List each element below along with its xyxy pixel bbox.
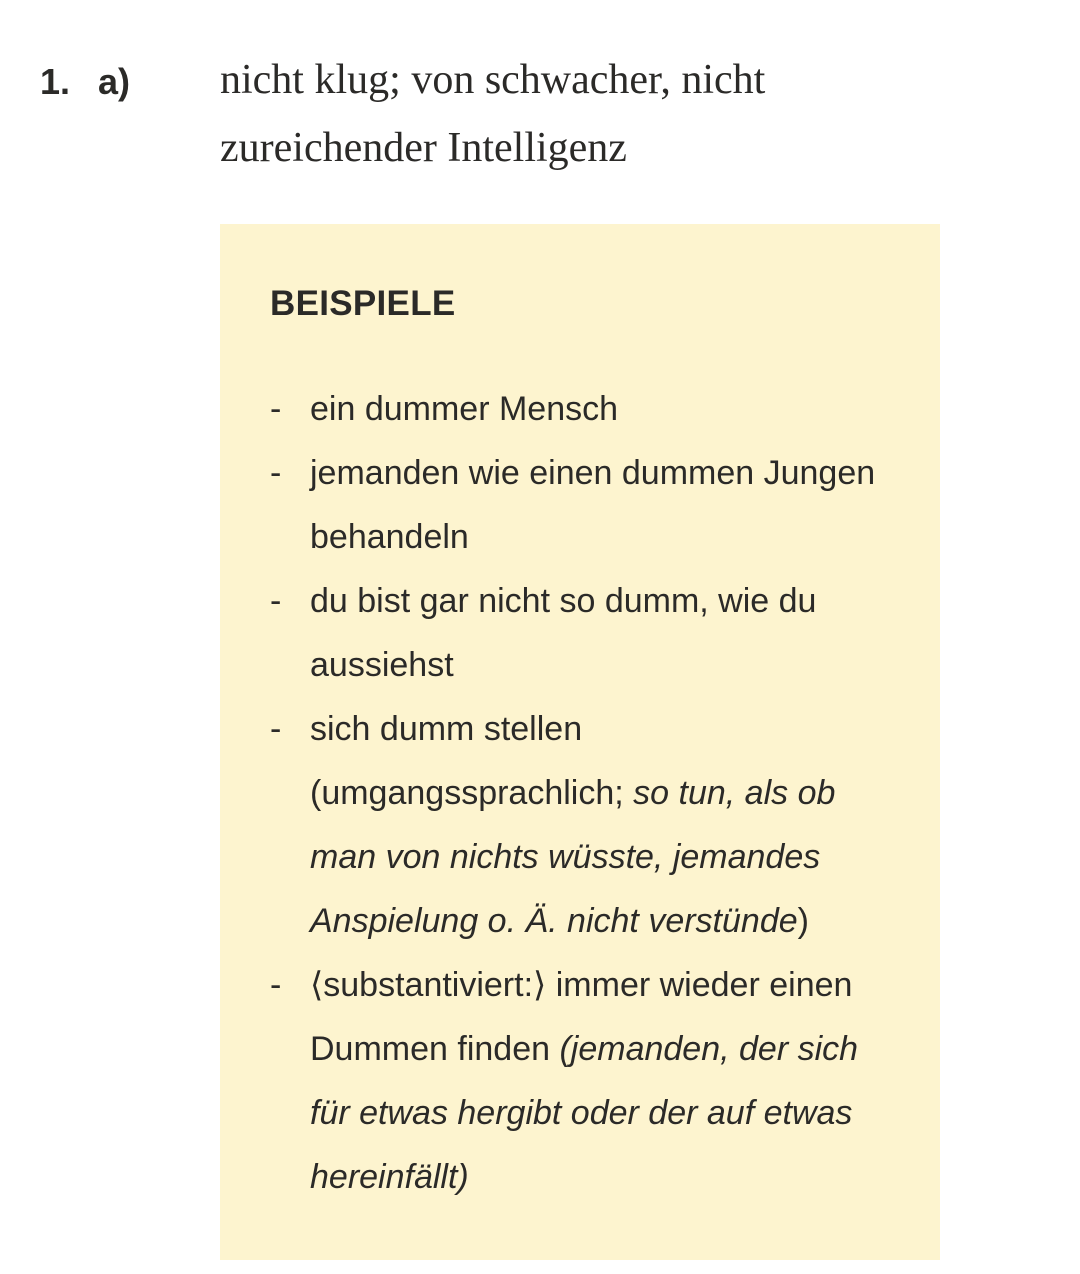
example-text: immer wieder einen Dummen finden <box>310 966 853 1068</box>
usage-note-italic: so tun, als ob man von nichts wüsste, jemandes Anspielung o. Ä. nicht verstünde <box>310 774 836 940</box>
sense-number: 1. <box>40 61 71 102</box>
bullet-dash: - <box>270 582 282 620</box>
usage-note-open: (umgangssprachlich; <box>310 774 634 812</box>
sense-letter: a) <box>98 61 131 102</box>
grammar-prefix: ⟨substantiviert:⟩ <box>310 966 547 1004</box>
example-gloss: (jemanden, der sich für etwas hergibt oder der auf etwas hereinfällt) <box>310 1030 859 1196</box>
example-text: jemanden wie einen dummen Jungen behandeln <box>310 454 876 556</box>
example-item <box>270 441 900 569</box>
usage-note-close: ) <box>797 902 809 940</box>
bullet-dash: - <box>270 966 282 1004</box>
example-item <box>270 697 900 953</box>
bullet-dash: - <box>270 454 282 492</box>
example-text: du bist gar nicht so dumm, wie du aussiehst <box>310 582 817 684</box>
examples-box <box>220 224 940 1260</box>
example-text: sich dumm stellen <box>310 710 583 748</box>
example-text: ein dummer Mensch <box>310 390 619 428</box>
examples-list <box>270 377 900 1209</box>
example-item <box>270 953 900 1209</box>
bullet-dash: - <box>270 390 282 428</box>
definition-text: nicht klug; von schwacher, nicht zureichender Intelligenz <box>220 57 766 171</box>
example-item <box>270 569 900 697</box>
example-item <box>270 377 900 441</box>
bullet-dash: - <box>270 710 282 748</box>
examples-heading: BEISPIELE <box>270 284 456 323</box>
